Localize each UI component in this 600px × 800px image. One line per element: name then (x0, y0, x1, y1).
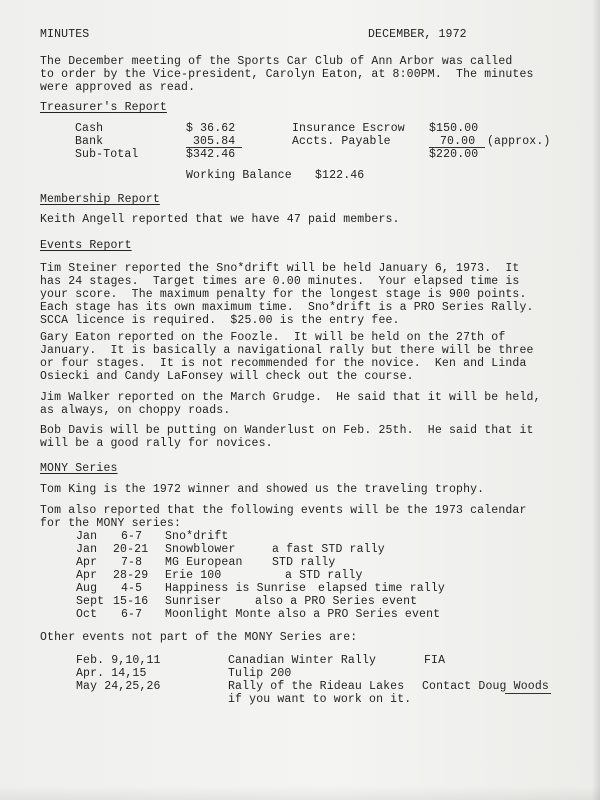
calendar-note: elapsed time rally (318, 582, 445, 595)
events-line: Bob Davis will be putting on Wanderlust on Feb. 25th. He said that it (40, 424, 534, 437)
treasurer-heading: Treasurer's Report (40, 101, 167, 114)
calendar-dates: 28-29 (113, 569, 149, 582)
calendar-note: also a PRO Series event (255, 595, 418, 608)
calendar-event: MG European (165, 556, 243, 569)
other-event-name: Rally of the Rideau Lakes (228, 680, 405, 693)
other-events-intro: Other events not part of the MONY Series are: (40, 631, 358, 644)
calendar-event: Sunriser (165, 595, 222, 608)
ledger-amount: $ 36.62 (186, 122, 236, 135)
calendar-dates: 7-8 (121, 556, 143, 569)
other-event-line: if you want to work on it. (228, 693, 412, 706)
membership-text: Keith Angell reported that we have 47 paid members. (40, 213, 400, 226)
ledger-note: (approx.) (487, 135, 551, 148)
calendar-note: a STD rally (285, 569, 363, 582)
membership-heading: Membership Report (40, 193, 160, 206)
ledger-label: Accts. Payable (292, 135, 391, 148)
calendar-dates: 6-7 (121, 608, 143, 621)
mony-text: for the MONY series: (40, 517, 182, 530)
doc-date: DECEMBER, 1972 (368, 28, 467, 41)
calendar-month: Jan (76, 530, 98, 543)
ledger-amount: 70.00 (440, 135, 476, 148)
calendar-note: STD rally (272, 556, 336, 569)
events-line: as always, on choppy roads. (40, 404, 231, 417)
events-line: Osiecki and Candy LaFonsey will check out the course. (40, 370, 414, 383)
mony-text: Tom also reported that the following events will be the 1973 calendar (40, 504, 527, 517)
calendar-month: Oct (76, 608, 98, 621)
other-event-dates: Apr. 14,15 (76, 667, 147, 680)
other-event-dates: Feb. 9,10,11 (76, 654, 161, 667)
events-line: Tim Steiner reported the Sno*drift will be held January 6, 1973. It (40, 262, 520, 275)
page-bottom-shadow (0, 786, 600, 800)
calendar-note: a fast STD rally (272, 543, 385, 556)
events-line: January. It is basically a navigational rally but there will be three (40, 344, 534, 357)
ledger-label: Cash (75, 122, 104, 135)
ledger-amount: $342.46 (186, 148, 236, 161)
ledger-label: Bank (75, 135, 104, 148)
name-underline (505, 693, 551, 694)
calendar-event: Snowblower (165, 543, 236, 556)
doc-title: MINUTES (40, 28, 90, 41)
ledger-label: Insurance Escrow (292, 122, 405, 135)
calendar-month: Aug (76, 582, 98, 595)
ledger-label: Sub-Total (75, 148, 139, 161)
calendar-dates: 4-5 (121, 582, 143, 595)
calendar-month: Apr (76, 556, 98, 569)
events-line: Each stage has its own maximum time. Sno*drift is a PRO Series Rally. (40, 301, 534, 314)
events-heading: Events Report (40, 239, 132, 252)
ledger-amount: 305.84 (193, 135, 236, 148)
other-event-note: Contact Doug Woods (422, 680, 549, 693)
calendar-event: Happiness is Sunrise (165, 582, 307, 595)
intro-line: were approved as read. (40, 81, 196, 94)
other-event-dates: May 24,25,26 (76, 680, 161, 693)
calendar-month: Jan (76, 543, 98, 556)
calendar-dates: 6-7 (121, 530, 143, 543)
calendar-event: Moonlight Monte (165, 608, 271, 621)
calendar-note: also a PRO Series event (278, 608, 441, 621)
ledger-amount: $150.00 (429, 122, 479, 135)
events-line: Jim Walker reported on the March Grudge. He said that it will be held, (40, 391, 541, 404)
other-event-name: Tulip 200 (228, 667, 292, 680)
calendar-event: Erie 100 (165, 569, 222, 582)
mony-text: Tom King is the 1972 winner and showed us the traveling trophy. (40, 483, 485, 496)
events-line: Gary Eaton reported on the Foozle. It will be held on the 27th of (40, 331, 506, 344)
events-line: or four stages. It is not recommended for the novice. Ken and Linda (40, 357, 527, 370)
calendar-month: Sept (76, 595, 105, 608)
events-line: your score. The maximum penalty for the longest stage is 900 points. (40, 288, 527, 301)
mony-heading: MONY Series (40, 462, 118, 475)
calendar-dates: 15-16 (113, 595, 149, 608)
intro-line: to order by the Vice-president, Carolyn Eaton, at 8:00PM. The minutes (40, 68, 534, 81)
intro-line: The December meeting of the Sports Car Club of Ann Arbor was called (40, 55, 513, 68)
page-edge-shadow (592, 0, 600, 800)
other-event-name: Canadian Winter Rally (228, 654, 377, 667)
calendar-event: Sno*drift (165, 530, 229, 543)
ledger-amount: $220.00 (429, 148, 479, 161)
calendar-dates: 20-21 (113, 543, 149, 556)
calendar-month: Apr (76, 569, 98, 582)
events-line: SCCA licence is required. $25.00 is the entry fee. (40, 314, 400, 327)
events-line: has 24 stages. Target times are 0.00 minutes. Your elapsed time is (40, 275, 520, 288)
events-line: will be a good rally for novices. (40, 437, 273, 450)
other-event-note: FIA (424, 654, 446, 667)
working-balance-label: Working Balance (186, 169, 292, 182)
working-balance-value: $122.46 (315, 169, 365, 182)
